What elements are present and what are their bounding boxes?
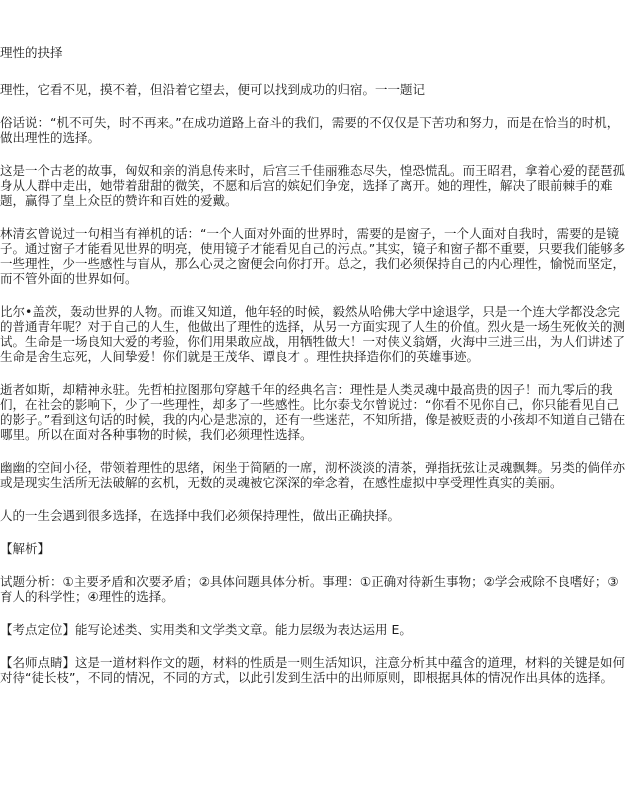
analysis-paragraph: 试题分析：①主要矛盾和次要矛盾；②具体问题具体分析。事理：①正确对待新生事物；②学会戒除不良嗜好；③育人的科学性；④理性的选择。 — [0, 574, 619, 604]
paragraph: 逝者如斯，却精神永驻。先哲柏拉图那句穿越千年的经典名言：理性是人类灵魂中最高贵的因子！而九零后的我们，在社会的影响下，少了一些理性，却多了一些感性。比尔泰戈尔曾说过：“你看不见你自己，你只能看见自己的影子。”看到这句话的时候，我的内心是悲凉的，还有一些迷茫，不知所措，像是被贬责的小孩却不知道自己错在哪里。所以在面对各种事物的时候，我们必须理性选择。 — [0, 382, 626, 442]
paragraph: 林清玄曾说过一句相当有禅机的话：“一个人面对外面的世界时，需要的是窗子，一个人面对自我时，需要的是镜子。通过窗子才能看见世界的明亮，使用镜子才能看见自己的污点。”其实，镜子和窗子都不重要，只要我们能够多一些理性，少一些感性与盲从，那么心灵之窗便会向你打开。总之，我们必须保持自己的内心理性，愉悦而坚定，而不管外面的世界如何。 — [0, 226, 626, 286]
teacher-comment-paragraph: 【名师点睛】这是一道材料作文的题，材料的性质是一则生活知识，注意分析其中蕴含的道理，材料的关键是如何对待“徒长枝”，不同的情况，不同的方式，以此引发到生活中的出师原则，即根据具体的情况作出具体的选择。 — [0, 655, 626, 685]
paragraph: 比尔•盖茨，轰动世界的人物。而谁又知道，他年轻的时候，毅然从哈佛大学中途退学，只是一个连大学都没念完的普通青年呢？对于自己的人生，他做出了理性的选择，从另一方面实现了人生的价值。烈火是一场生死攸关的测试。生命是一场良知大爱的考验，你们用果敢应战，用牺牲做大！一对侠义翁婿，火海中三进三出，为人们讲述了生命是舍生忘死，人间挚爱！你们就是王茂华、谭良才 。理性抉择造你们的英雄事迹。 — [0, 304, 626, 364]
paragraph: 俗话说：“机不可失，时不再来。”在成功道路上奋斗的我们，需要的不仅仅是下苦功和努力，而是在恰当的时机，做出理性的选择。 — [0, 115, 620, 145]
analysis-heading: 【解析】 — [0, 541, 51, 556]
essay-title: 理性的抉择 — [0, 45, 63, 60]
conclusion-paragraph: 人的一生会遇到很多选择，在选择中我们必须保持理性，做出正确抉择。 — [0, 508, 401, 523]
exam-point-paragraph: 【考点定位】能写论述类、实用类和文学类文章。能力层级为表达运用 E。 — [0, 622, 412, 637]
spacer — [0, 0, 628, 45]
epigraph: 理性，它看不见，摸不着，但沿着它望去，便可以找到成功的归宿。一一题记 — [0, 82, 426, 97]
paragraph: 这是一个古老的故事，匈奴和亲的消息传来时，后宫三千佳丽雅态尽失，惶恐慌乱。而王昭君，拿着心爱的琵琶孤身从人群中走出，她带着甜甜的微笑，不愿和后宫的嫔妃们争宠，选择了离开。她的理性，解决了眼前棘手的难题，赢得了皇上众臣的赞许和百姓的爱戴。 — [0, 163, 626, 208]
paragraph: 幽幽的空间小径，带领着理性的思绪，闲坐于简陋的一席，沏杯淡淡的清茶，弹指抚弦让灵魂飘舞。另类的倘佯亦或是现实生活所无法破解的玄机，无数的灵魂被它深深的牵念着，在感性虚拟中享受理性真实的美丽。 — [0, 460, 626, 490]
